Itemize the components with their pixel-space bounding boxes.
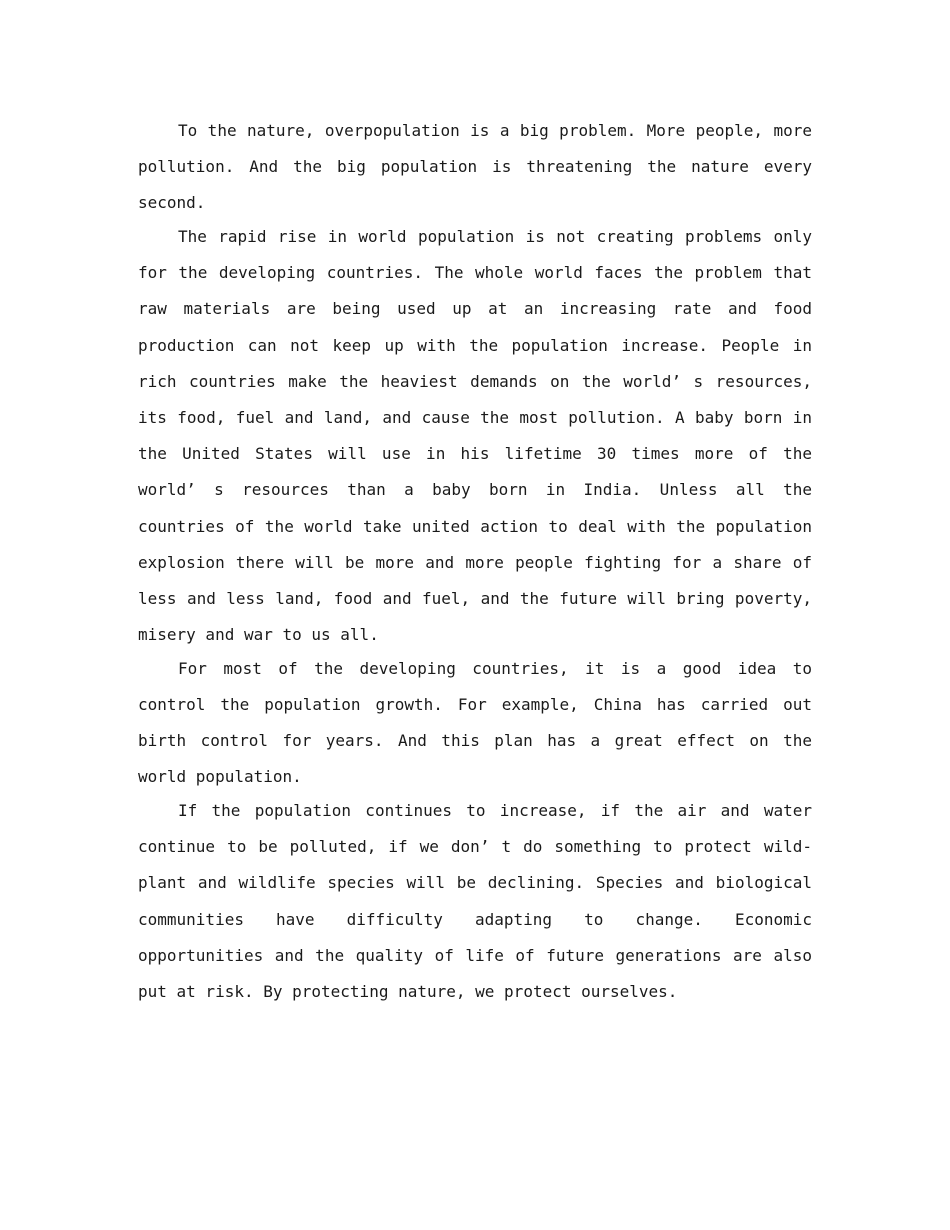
paragraph-overpopulation-problem: To the nature, overpopulation is a big problem. More people, more pollution. And the big population is threatening the nature every second.	[138, 121, 812, 213]
paragraph-developing-countries-control: For most of the developing countries, it is a good idea to control the population growth. For example, China has carried out birth control for years. And this plan has a great effect on the world population.	[138, 658, 812, 787]
document-body	[138, 113, 812, 1008]
paragraph-protecting-nature: If the population continues to increase, if the air and water continue to be polluted, if we don’ t do something to protect wild-plant and wildlife species will be declining. Species and biological communities have difficulty adapting to change. Economic opportunities and the quality of life of future generations are also put at risk. By protecting nature, we protect ourselves.	[138, 801, 812, 1002]
paragraph-world-population-rise: The rapid rise in world population is not creating problems only for the developing countries. The whole world faces the problem that raw materials are being used up at an increasing rate and food production can not keep up with the population increase. People in rich countries make the heaviest demands on the world’ s resources, its food, fuel and land, and cause the most pollution. A baby born in the United States will use in his lifetime 30 times more of the world’ s resources than a baby born in India. Unless all the countries of the world take united action to deal with the population explosion there will be more and more people fighting for a share of less and less land, food and fuel, and the future will bring poverty, misery and war to us all.	[138, 227, 812, 645]
